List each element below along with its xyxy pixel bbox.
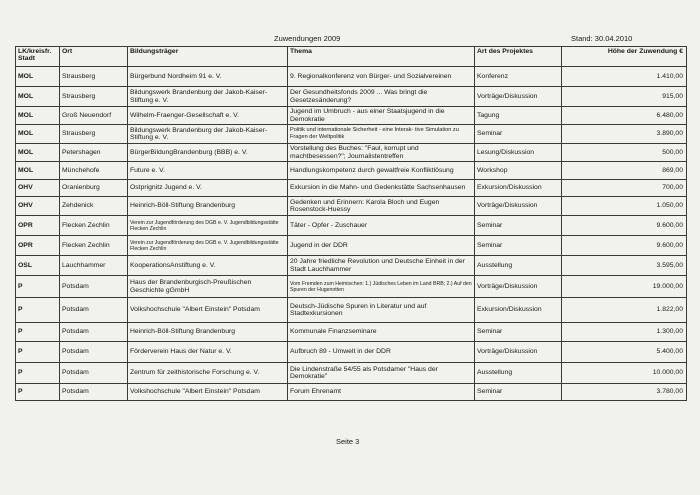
cell-art: Ausstellung <box>475 363 562 384</box>
cell-traeger: Heinrich-Böll-Stiftung Brandenburg <box>128 197 288 216</box>
cell-kreis: MOL <box>16 162 60 180</box>
table-row <box>16 162 687 180</box>
cell-traeger: Verein zur Jugendförderung des DGB e. V. Jugendbildungsstätte Flecken Zechlin <box>128 236 288 256</box>
cell-thema: Jugend in der DDR <box>288 236 475 256</box>
cell-ort: Oranienburg <box>60 180 128 197</box>
col-header-betrag: Höhe der Zuwendung € <box>562 47 687 67</box>
cell-betrag: 3.890,00 <box>562 125 687 144</box>
cell-kreis: P <box>16 298 60 323</box>
table-row <box>16 67 687 87</box>
cell-art: Vorträge/Diskussion <box>475 342 562 363</box>
table-row <box>16 216 687 236</box>
cell-thema: 20 Jahre friedliche Revolution und Deutsche Einheit in der Stadt Lauchhammer <box>288 256 475 276</box>
cell-traeger: Bildungswerk Brandenburg der Jakob-Kaiser-Stiftung e. V. <box>128 87 288 107</box>
cell-art: Vorträge/Diskussion <box>475 87 562 107</box>
cell-ort: Flecken Zechlin <box>60 236 128 256</box>
cell-betrag: 1.300,00 <box>562 323 687 342</box>
table-row <box>16 323 687 342</box>
cell-art: Seminar <box>475 236 562 256</box>
cell-art: Vorträge/Diskussion <box>475 197 562 216</box>
cell-art: Lesung/Diskussion <box>475 144 562 162</box>
page-title: Zuwendungen 2009 <box>274 34 341 43</box>
page-number: Seite 3 <box>336 437 360 446</box>
cell-kreis: MOL <box>16 87 60 107</box>
cell-betrag: 700,00 <box>562 180 687 197</box>
cell-art: Seminar <box>475 216 562 236</box>
table-row <box>16 298 687 323</box>
cell-thema: Der Gesundheitsfonds 2009 ... Was bringt die Gesetzesänderung? <box>288 87 475 107</box>
cell-thema: Kommunale Finanzseminare <box>288 323 475 342</box>
cell-traeger: Heinrich-Böll-Stiftung Brandenburg <box>128 323 288 342</box>
col-header-thema: Thema <box>288 47 475 67</box>
cell-traeger: Future e. V. <box>128 162 288 180</box>
cell-ort: Petershagen <box>60 144 128 162</box>
stand-date: Stand: 30.04.2010 <box>571 34 633 43</box>
cell-ort: Zehdenick <box>60 197 128 216</box>
col-header-ort: Ort <box>60 47 128 67</box>
table-row <box>16 197 687 216</box>
cell-traeger: BürgerBildungBrandenburg (BBB) e. V. <box>128 144 288 162</box>
cell-betrag: 3.595,00 <box>562 256 687 276</box>
cell-ort: Strausberg <box>60 67 128 87</box>
cell-kreis: MOL <box>16 125 60 144</box>
cell-thema: Vom Fremden zum Heimischen: 1.) Jüdisches Leben im Land BRB; 2.) Auf den Spuren der Hugenotten <box>288 276 475 298</box>
cell-betrag: 19.000,00 <box>562 276 687 298</box>
cell-kreis: MOL <box>16 107 60 125</box>
table-row <box>16 276 687 298</box>
cell-thema: Gedenken und Erinnern: Karola Bloch und Eugen Rosenstock-Huessy <box>288 197 475 216</box>
cell-thema: Jugend im Umbruch - aus einer Staatsjugend in die Demokratie <box>288 107 475 125</box>
cell-kreis: P <box>16 363 60 384</box>
cell-betrag: 1.050,00 <box>562 197 687 216</box>
cell-thema: Täter - Opfer - Zuschauer <box>288 216 475 236</box>
cell-art: Seminar <box>475 323 562 342</box>
cell-thema: Forum Ehrenamt <box>288 384 475 401</box>
cell-art: Seminar <box>475 125 562 144</box>
cell-thema: Handlungskompetenz durch gewaltfreie Konfliktlösung <box>288 162 475 180</box>
cell-ort: Potsdam <box>60 384 128 401</box>
cell-betrag: 9.600,00 <box>562 216 687 236</box>
table-row <box>16 144 687 162</box>
cell-kreis: MOL <box>16 67 60 87</box>
table-row <box>16 87 687 107</box>
cell-kreis: OPR <box>16 236 60 256</box>
table-row <box>16 342 687 363</box>
cell-betrag: 9.600,00 <box>562 236 687 256</box>
table-row <box>16 384 687 401</box>
cell-ort: Groß Neuendorf <box>60 107 128 125</box>
table-body <box>16 67 687 401</box>
table-header <box>16 47 687 67</box>
cell-thema: Vorstellung des Buches: "Faul, korrupt und machtbesessen?"; Journalistentreffen <box>288 144 475 162</box>
cell-kreis: P <box>16 276 60 298</box>
cell-ort: Potsdam <box>60 276 128 298</box>
cell-ort: Potsdam <box>60 342 128 363</box>
cell-traeger: KooperationsAnstiftung e. V. <box>128 256 288 276</box>
cell-kreis: P <box>16 323 60 342</box>
cell-traeger: Volkshochschule "Albert Einstein" Potsdam <box>128 384 288 401</box>
table-row <box>16 256 687 276</box>
table-row <box>16 107 687 125</box>
cell-thema: Politik und internationale Sicherheit - eine Interak- tive Simulation zu Fragen der Weltpolitik <box>288 125 475 144</box>
cell-ort: Potsdam <box>60 363 128 384</box>
cell-traeger: Bürgerbund Nordheim 91 e. V. <box>128 67 288 87</box>
cell-thema: 9. Regionalkonferenz von Bürger- und Sozialvereinen <box>288 67 475 87</box>
col-header-traeger: Bildungsträger <box>128 47 288 67</box>
cell-kreis: P <box>16 342 60 363</box>
cell-ort: Lauchhammer <box>60 256 128 276</box>
cell-art: Vorträge/Diskussion <box>475 276 562 298</box>
cell-betrag: 10.000,00 <box>562 363 687 384</box>
cell-kreis: OHV <box>16 180 60 197</box>
cell-betrag: 869,00 <box>562 162 687 180</box>
cell-art: Seminar <box>475 384 562 401</box>
cell-ort: Strausberg <box>60 125 128 144</box>
cell-ort: Strausberg <box>60 87 128 107</box>
cell-betrag: 1.822,00 <box>562 298 687 323</box>
cell-thema: Die Lindenstraße 54/55 als Potsdamer "Haus der Demokratie" <box>288 363 475 384</box>
cell-thema: Aufbruch 89 - Umwelt in der DDR <box>288 342 475 363</box>
cell-betrag: 1.410,00 <box>562 67 687 87</box>
cell-art: Ausstellung <box>475 256 562 276</box>
cell-ort: Potsdam <box>60 323 128 342</box>
cell-kreis: OSL <box>16 256 60 276</box>
grants-table <box>15 46 687 401</box>
cell-traeger: Zentrum für zeithistorische Forschung e. V. <box>128 363 288 384</box>
cell-ort: Münchehofe <box>60 162 128 180</box>
cell-betrag: 5.400,00 <box>562 342 687 363</box>
table-row <box>16 236 687 256</box>
cell-kreis: P <box>16 384 60 401</box>
cell-kreis: MOL <box>16 144 60 162</box>
cell-betrag: 3.780,00 <box>562 384 687 401</box>
col-header-kreis: LK/kreisfr. Stadt <box>16 47 60 67</box>
cell-betrag: 915,00 <box>562 87 687 107</box>
cell-traeger: Förderverein Haus der Natur e. V. <box>128 342 288 363</box>
col-header-art: Art des Projektes <box>475 47 562 67</box>
cell-traeger: Haus der Brandenburgisch-Preußischen Geschichte gGmbH <box>128 276 288 298</box>
cell-traeger: Bildungswerk Brandenburg der Jakob-Kaiser-Stiftung e. V. <box>128 125 288 144</box>
cell-betrag: 500,00 <box>562 144 687 162</box>
cell-art: Konferenz <box>475 67 562 87</box>
cell-ort: Potsdam <box>60 298 128 323</box>
cell-ort: Flecken Zechlin <box>60 216 128 236</box>
cell-traeger: Ostprignitz Jugend e. V. <box>128 180 288 197</box>
cell-traeger: Wilhelm-Fraenger-Gesellschaft e. V. <box>128 107 288 125</box>
table-row <box>16 125 687 144</box>
table-row <box>16 180 687 197</box>
cell-kreis: OPR <box>16 216 60 236</box>
cell-traeger: Volkshochschule "Albert Einstein" Potsdam <box>128 298 288 323</box>
cell-traeger: Verein zur Jugendförderung des DGB e. V. Jugendbildungsstätte Flecken Zechlin <box>128 216 288 236</box>
table-row <box>16 363 687 384</box>
cell-thema: Exkursion in die Mahn- und Gedenkstätte Sachsenhausen <box>288 180 475 197</box>
cell-betrag: 6.480,00 <box>562 107 687 125</box>
cell-thema: Deutsch-Jüdische Spuren in Literatur und auf Stadtexkursionen <box>288 298 475 323</box>
cell-art: Workshop <box>475 162 562 180</box>
cell-art: Exkursion/Diskussion <box>475 180 562 197</box>
cell-art: Tagung <box>475 107 562 125</box>
cell-art: Exkursion/Diskussion <box>475 298 562 323</box>
cell-kreis: OHV <box>16 197 60 216</box>
